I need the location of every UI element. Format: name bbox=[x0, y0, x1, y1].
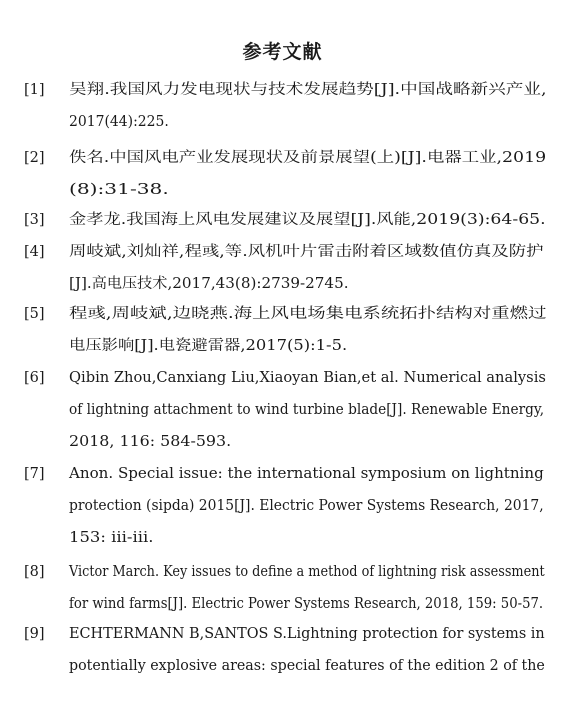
reference-text-line: of lightning attachment to wind turbine blade[J]. Renewable Energy, bbox=[69, 402, 545, 418]
reference-text-line: potentially explosive areas: special features of the edition 2 of the bbox=[69, 658, 545, 674]
reference-text-line: 电压影响[J].电瓷避雷器,2017(5):1-5. bbox=[69, 338, 348, 354]
reference-text-line: protection (sipda) 2015[J]. Electric Power Systems Research, 2017, bbox=[69, 498, 544, 514]
reference-text-line: Qibin Zhou,Canxiang Liu,Xiaoyan Bian,et al. Numerical analysis bbox=[69, 370, 546, 386]
reference-text-line: Anon. Special issue: the international symposium on lightning bbox=[69, 466, 544, 482]
reference-text-line: 金孝龙.我国海上风电发展建议及展望[J].风能,2019(3):64-65. bbox=[69, 212, 546, 228]
reference-number: [4] bbox=[24, 244, 45, 260]
reference-text-line: for wind farms[J]. Electric Power Systems Research, 2018, 159: 50-57. bbox=[69, 596, 544, 612]
reference-text-line: 2018, 116: 584-593. bbox=[69, 434, 232, 450]
reference-number: [3] bbox=[24, 212, 45, 228]
reference-text-line: [J].高电压技术,2017,43(8):2739-2745. bbox=[69, 276, 349, 292]
reference-text-line: 佚名.中国风电产业发展现状及前景展望(上)[J].电器工业,2019 bbox=[69, 150, 547, 166]
reference-number: [8] bbox=[24, 564, 45, 580]
reference-text-line: 吴翔.我国风力发电现状与技术发展趋势[J].中国战略新兴产业, bbox=[69, 82, 547, 98]
reference-number: [6] bbox=[24, 370, 45, 386]
reference-text-line: Victor March. Key issues to define a method of lightning risk assessment bbox=[69, 564, 545, 580]
page-title: 参考文献 bbox=[242, 41, 323, 63]
reference-number: [7] bbox=[24, 466, 45, 482]
reference-number: [5] bbox=[24, 306, 45, 322]
reference-text-line: (8):31-38. bbox=[69, 182, 169, 198]
reference-text-line: 周岐斌,刘灿祥,程彧,等.风机叶片雷击附着区域数值仿真及防护 bbox=[69, 244, 544, 260]
reference-text-line: 2017(44):225. bbox=[69, 114, 169, 130]
reference-number: [1] bbox=[24, 82, 45, 98]
reference-text-line: 程彧,周岐斌,边晓燕.海上风电场集电系统拓扑结构对重燃过 bbox=[69, 306, 547, 322]
reference-number: [2] bbox=[24, 150, 45, 166]
reference-text-line: ECHTERMANN B,SANTOS S.Lightning protection for systems in bbox=[69, 626, 545, 642]
reference-number: [9] bbox=[24, 626, 45, 642]
reference-text-line: 153: iii-iii. bbox=[69, 530, 154, 546]
